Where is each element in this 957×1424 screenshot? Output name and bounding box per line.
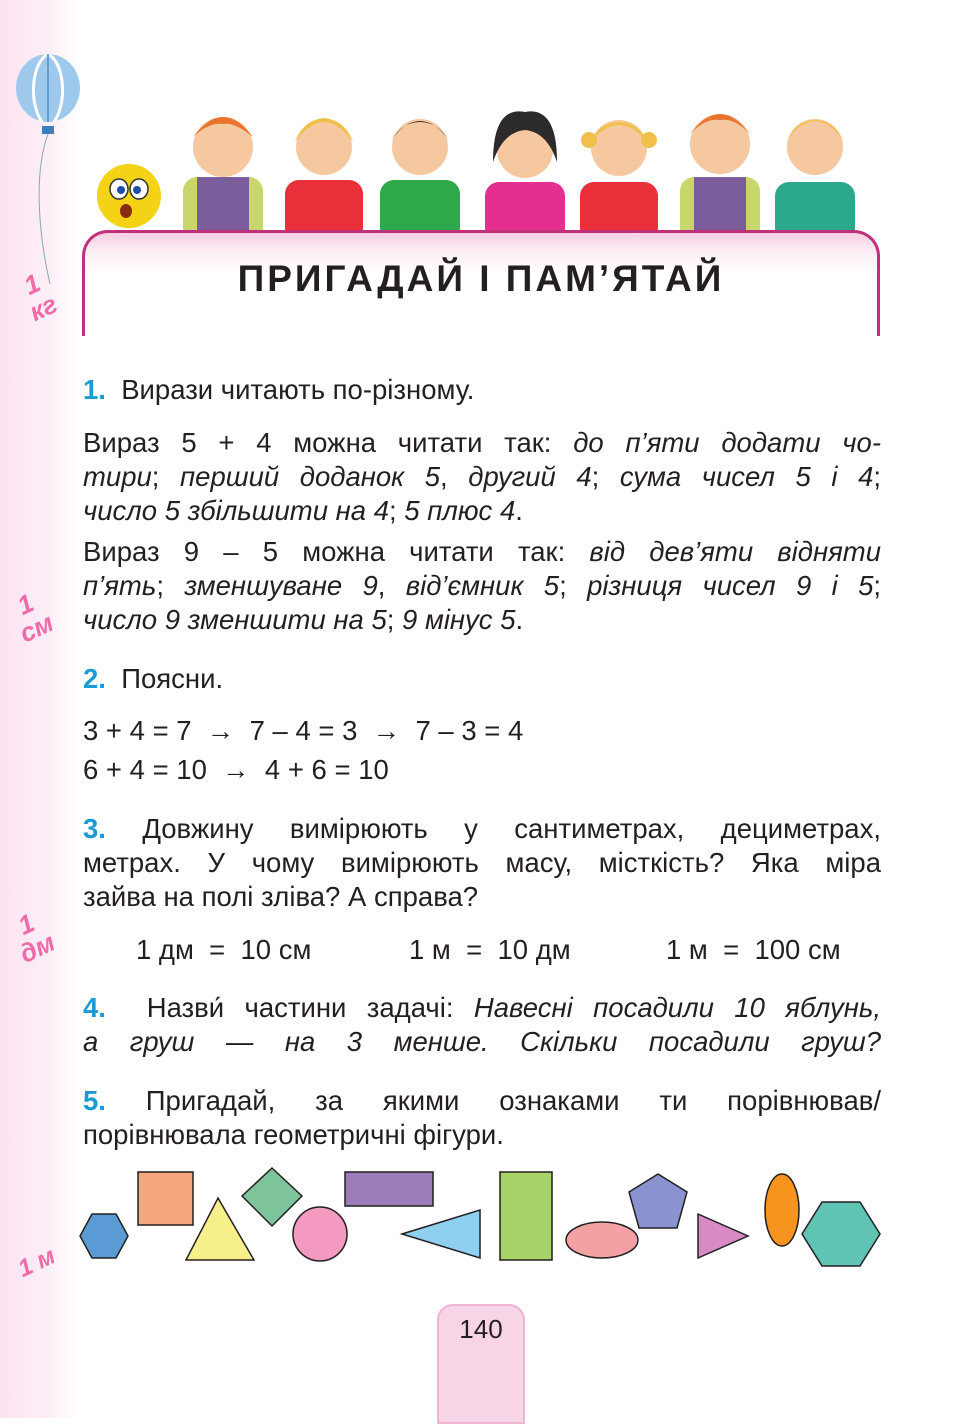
side-mark-m: 1 м bbox=[13, 1242, 60, 1283]
task-1-heading: 1. Вирази читають по-різному. bbox=[83, 374, 475, 405]
pink-oval bbox=[566, 1222, 638, 1258]
task-2-equation-1: 3 + 4 = 7 → 7 – 4 = 3 → 7 – 3 = 4 bbox=[83, 715, 524, 746]
purple-pentagon bbox=[629, 1174, 687, 1228]
child-6 bbox=[680, 114, 760, 242]
side-mark-dm: 1 дм bbox=[13, 907, 60, 969]
task-1-b-line2: п’ять; зменшуване 9, від’ємник 5; різниця чисел 9 і 5; bbox=[83, 570, 882, 601]
task-4-line1: 4. Назви́ частини задачі: Навесні посадили 10 яблунь, bbox=[83, 992, 881, 1023]
surprised-smiley-icon bbox=[96, 163, 162, 229]
teal-hexagon bbox=[802, 1202, 880, 1266]
task-1-b-line3: число 9 зменшити на 5; 9 мінус 5. bbox=[83, 604, 524, 635]
task-2-heading: 2. Поясни. bbox=[83, 663, 224, 694]
yellow-triangle bbox=[186, 1198, 254, 1260]
unit-equation-m-dm: 1 м = 10 дм bbox=[409, 934, 571, 965]
children-illustration bbox=[175, 92, 865, 242]
child-1 bbox=[183, 117, 263, 242]
pink-circle bbox=[293, 1207, 347, 1261]
purple-rectangle bbox=[345, 1172, 433, 1206]
violet-triangle bbox=[698, 1214, 748, 1258]
page-number: 140 bbox=[459, 1314, 503, 1344]
task-3-line2: метрах. У чому вимірюють масу, місткість? Яка міра bbox=[83, 847, 881, 878]
task-5-line1: 5. Пригадай, за якими ознаками ти порівнював/ bbox=[83, 1085, 881, 1116]
unit-equation-m-cm: 1 м = 100 см bbox=[666, 934, 841, 965]
blue-hexagon bbox=[80, 1214, 128, 1258]
child-2 bbox=[285, 118, 363, 242]
task-3-line1: 3. Довжину вимірюють у сантиметрах, дециметрах, bbox=[83, 813, 881, 844]
child-3 bbox=[380, 119, 460, 242]
light-blue-triangle bbox=[402, 1210, 480, 1258]
child-5 bbox=[580, 120, 658, 242]
page-title: ПРИГАДАЙ І ПАМ’ЯТАЙ bbox=[237, 258, 725, 299]
task-1-a-line2: тири; перший доданок 5, другий 4; сума чисел 5 і 4; bbox=[83, 461, 882, 492]
side-mark-kg: 1 кг bbox=[19, 267, 62, 328]
geometric-shapes-illustration bbox=[70, 1162, 900, 1272]
task-2-equation-2: 6 + 4 = 10 → 4 + 6 = 10 bbox=[83, 754, 389, 785]
unit-equation-dm-cm: 1 дм = 10 см bbox=[136, 934, 312, 965]
green-rhombus bbox=[242, 1168, 302, 1226]
green-rectangle bbox=[500, 1172, 552, 1260]
orange-oval bbox=[765, 1174, 799, 1246]
task-1-a-line1: Вираз 5 + 4 можна читати так: до п’яти додати чо- bbox=[83, 427, 881, 458]
side-mark-cm: 1 см bbox=[12, 587, 58, 649]
task-3-line3: зайва на полі зліва? А справа? bbox=[83, 881, 479, 912]
child-7 bbox=[775, 119, 855, 242]
hot-air-balloon-icon bbox=[14, 52, 84, 292]
task-1-a-line3: число 5 збільшити на 4; 5 плюс 4. bbox=[83, 495, 523, 526]
task-5-line2: порівнювала геометричні фігури. bbox=[83, 1119, 504, 1150]
orange-square bbox=[138, 1172, 193, 1225]
task-1-b-line1: Вираз 9 – 5 можна читати так: від дев’яти відняти bbox=[83, 536, 881, 567]
child-4 bbox=[485, 111, 565, 242]
task-4-line2: а груш — на 3 менше. Скільки посадили груш? bbox=[83, 1026, 881, 1057]
